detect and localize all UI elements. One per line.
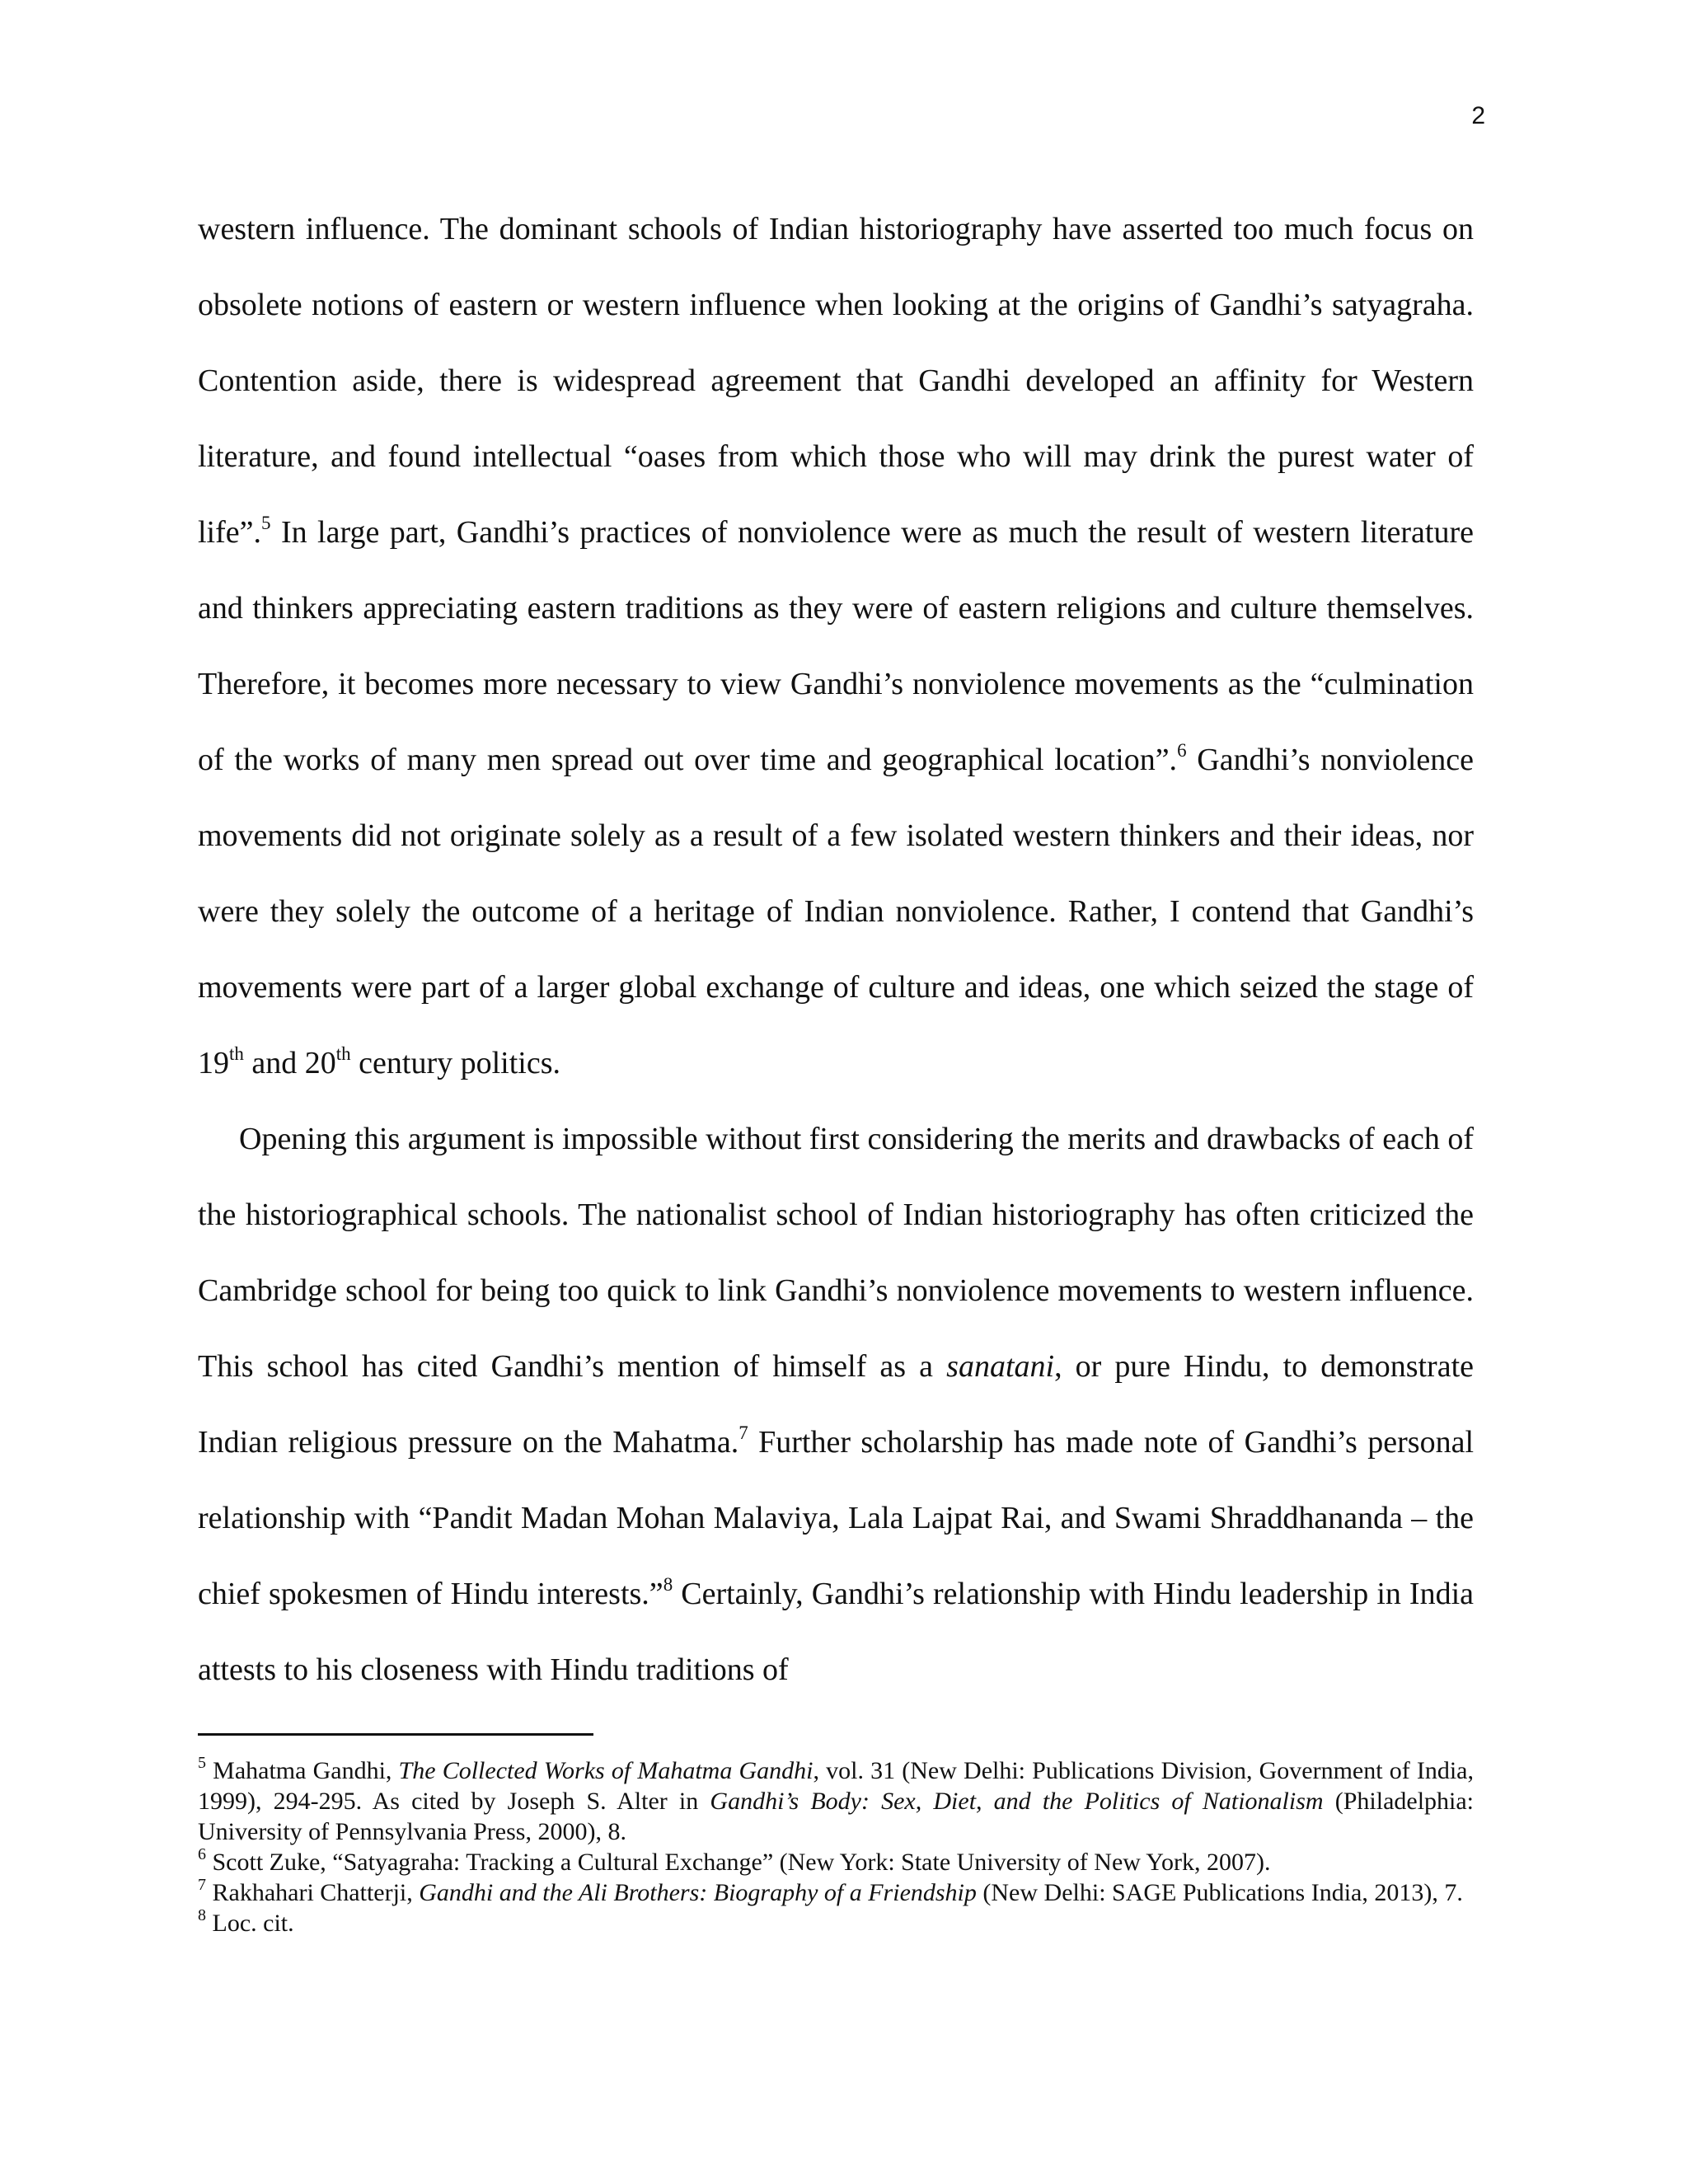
paragraph [198, 1101, 1474, 1708]
italic-text: The Collected Works of Mahatma Gandhi [398, 1757, 814, 1784]
text-run: Further scholarship has made note of Gandhi’s personal relationship with “Pandit Madan Mohan Malaviya, Lala Lajpat Rai, and Swami Shraddhananda – the chief spokesmen of Hindu interests.” [198, 1425, 1474, 1611]
footnote-ref: 6 [1177, 740, 1187, 762]
footnote-ref: 5 [261, 513, 271, 534]
text-run: Mahatma Gandhi, [206, 1757, 399, 1784]
footnote-ref: 7 [738, 1422, 748, 1444]
text-run: Opening this argument is impossible without first considering the merits and drawbacks of each of the historiographical schools. The nationalist school of Indian historiography has often criticized the Cambridge school for being too quick to link Gandhi’s nonviolence movements to western influence. This school has cited Gandhi’s mention of himself as a [198, 1122, 1474, 1384]
text-run: Loc. cit. [206, 1910, 294, 1937]
text-run: Scott Zuke, “Satyagraha: Tracking a Cultural Exchange” (New York: State University of New York, 2007). [206, 1849, 1271, 1876]
footnote [198, 1877, 1474, 1908]
footnote-ref: 6 [198, 1845, 206, 1863]
footnote-ref: th [229, 1043, 244, 1065]
footnote-ref: th [335, 1043, 351, 1065]
footnote [198, 1755, 1474, 1847]
text-run: Certainly, Gandhi’s relationship with Hindu leadership in India attests to his closeness with Hindu traditions of [198, 1577, 1475, 1687]
text-run: (New Delhi: SAGE Publications India, 2013), 7. [976, 1879, 1463, 1906]
text-run: Rakhahari Chatterji, [206, 1879, 420, 1906]
italic-text: Gandhi and the Ali Brothers: Biography of a Friendship [419, 1879, 977, 1906]
text-run: and 20 [243, 1046, 336, 1080]
text-run: (Philadelphia: University of Pennsylvania Press, 2000), 8. [198, 1788, 1475, 1845]
text-run: western influence. The dominant schools of Indian historiography have asserted too much focus on obsolete notions of eastern or western influence when looking at the origins of Gandhi’s satyagraha. Contention aside, there is widespread agreement that Gandhi developed an affinity for Western literature, and found intellectual “oases from which those who will may drink the purest water of life”. [198, 212, 1474, 550]
footnote-ref: 5 [198, 1754, 206, 1772]
footnote [198, 1847, 1474, 1877]
italic-text: sanatani [946, 1349, 1055, 1384]
italic-text: Gandhi’s Body: Sex, Diet, and the Politics of Nationalism [710, 1788, 1324, 1815]
footnote [198, 1908, 1474, 1938]
footnote-separator [198, 1733, 593, 1736]
footnotes [198, 1755, 1474, 1938]
page-number: 2 [1471, 102, 1485, 129]
text-run: In large part, Gandhi’s practices of nonviolence were as much the result of western literature and thinkers appreciating eastern traditions as they were of eastern religions and culture themselves. Therefore, it becomes more necessary to view Gandhi’s nonviolence movements as the “culmination of the works of many men spread out over time and geographical location”. [198, 515, 1474, 777]
paragraph [198, 191, 1474, 1101]
text-run: , or pure Hindu, to demonstrate Indian religious pressure on the Mahatma. [198, 1349, 1474, 1460]
text-run: , vol. 31 (New Delhi: Publications Division, Government of India, 1999), 294-295. As cited by Joseph S. Alter in [198, 1757, 1475, 1815]
body-text [198, 191, 1474, 1708]
footnote-ref: 7 [198, 1876, 206, 1894]
footnote-ref: 8 [663, 1574, 673, 1596]
text-run: Gandhi’s nonviolence movements did not originate solely as a result of a few isolated western thinkers and their ideas, nor were they solely the outcome of a heritage of Indian nonviolence. Rather, I contend that Gandhi’s movements were part of a larger global exchange of culture and ideas, one which seized the stage of 19 [198, 743, 1474, 1080]
text-run: century politics. [350, 1046, 560, 1080]
footnote-ref: 8 [198, 1906, 206, 1924]
